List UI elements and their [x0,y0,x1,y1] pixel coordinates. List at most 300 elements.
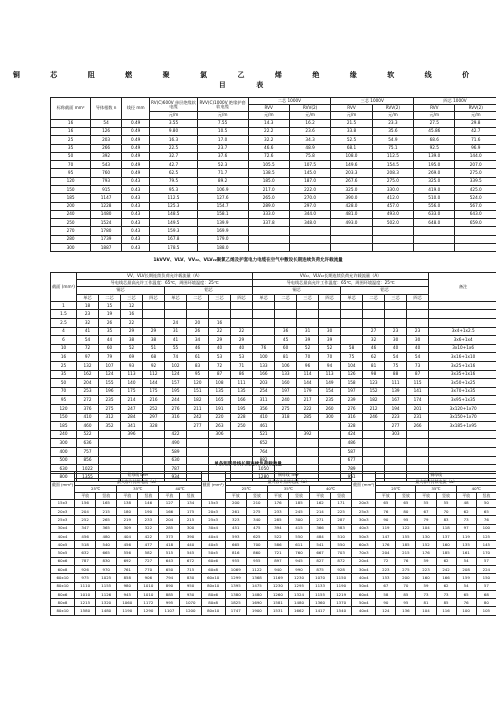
header-strands: 导体根数 n [91,98,122,120]
table-cell: 138 [117,499,138,507]
table-cell: 22 [121,319,143,328]
table-cell: 180 [117,507,138,515]
header-core-count: 二芯 [187,294,209,301]
table-cell: 715 [180,566,201,574]
table-cell: 185 [288,499,309,507]
table-cell: 975 [75,574,96,582]
table-cell: 440 [180,541,201,549]
header-copper-busbar-2: 铜母线 [376,472,496,479]
table-cell: 139.0 [414,152,455,160]
table-cell [319,447,341,456]
table-cell: 75 [341,353,363,362]
table-cell: 72 [209,361,231,370]
table-cell: 348.0 [289,219,330,227]
table-cell: 253 [77,387,99,396]
table-cell: 70 [297,353,319,362]
table-cell [455,227,496,235]
orientation-header-row [51,492,496,499]
header-rvv: RVV [248,105,289,112]
table-cell: 29.8 [455,119,496,127]
table-cell: 1475 [246,582,267,590]
table-cell: 543 [91,161,122,169]
table-cell: 69 [121,353,143,362]
table-cell: 556 [117,549,138,557]
table-cell: 79 [99,353,121,362]
table-cell: 111 [385,379,407,388]
table-cell: 212 [363,404,385,413]
table-cell: 147 [376,532,396,540]
table-cell: 73 [416,590,436,598]
table-cell: 325.0 [414,177,455,185]
table-cell: 112 [143,370,165,379]
table-cell: 23 [385,327,407,336]
table-cell: 1133 [310,582,331,590]
table-cell: 215 [96,507,117,515]
table-cell [253,301,275,310]
table-cell: 92 [143,361,165,370]
table-row [51,396,496,405]
header-core-count: 三芯 [209,294,231,301]
table-cell: 126 [91,127,122,135]
table-cell: 39 [297,336,319,345]
table-cell: 3.55 [150,119,197,127]
table-cell: 65 [376,499,396,507]
table-cell [297,301,319,310]
table-cell: 25x3 [51,516,75,524]
table-cell: 23 [407,327,429,336]
header-flat: 平放 [117,492,138,499]
table-cell: 200 [51,202,91,210]
table-cell: 51 [143,344,165,353]
table-row [51,144,496,152]
table-cell: 794 [159,574,180,582]
table-cell: 95 [187,370,209,379]
table-cell: 27.5 [414,119,455,127]
table-row [51,161,496,169]
table-cell: 55 [436,499,456,507]
header-temperature: 35℃ [117,485,159,492]
table-cell [363,310,385,319]
header-core-count: 单芯 [77,294,99,301]
table-cell [385,310,407,319]
table-cell: 333.0 [248,210,289,218]
table-cell: 1172 [138,599,159,607]
table-cell: 0.43 [121,202,149,210]
table-cell: 1370 [331,599,352,607]
table-cell: 76 [476,516,496,524]
table-cell: 3x6+1x4 [429,336,496,345]
table-cell: 68 [476,590,496,598]
header-core-count: 四芯 [143,294,165,301]
table-cell: 156 [75,499,96,507]
table-cell: 246 [363,413,385,422]
table-cell: 42.7 [455,127,496,135]
table-cell [143,439,165,448]
table-row [51,210,496,218]
table-cell [363,301,385,310]
header-aluminium: 铝芯 [165,287,253,294]
table-cell: 240 [275,396,297,405]
table-cell [319,310,341,319]
table-cell: 31 [297,327,319,336]
table-cell: 132 [77,361,99,370]
table-cell: 789 [341,465,363,474]
table-cell: 70 [396,582,416,590]
table-cell: 75.8 [289,152,330,160]
header-unit: 元/m [289,112,330,119]
table-cell: 240 [51,210,91,218]
table-cell: 970 [96,566,117,574]
table-cell: 1739 [91,235,122,243]
table-cell: 312 [99,413,121,422]
table-row [51,136,496,144]
table-cell: 122 [396,524,416,532]
table-cell: 144.0 [455,152,496,160]
table-cell [275,430,297,439]
table-cell: 493.0 [372,210,413,218]
table-cell: 201 [407,404,429,413]
table-cell: 204 [376,549,396,557]
table-cell: 0.43 [121,227,149,235]
header-core-count: 单芯 [253,294,275,301]
table-cell: 930 [180,590,201,598]
table-cell: 104 [341,361,363,370]
table-cell: 0.49 [121,161,149,169]
table-row [51,557,496,565]
table-cell: 1150 [331,574,352,582]
table-cell: 118 [436,524,456,532]
table-cell: 0.43 [121,185,149,193]
table-cell: 141 [407,387,429,396]
table-cell: 856 [77,456,99,465]
table-cell: 38 [121,336,143,345]
table-cell: 461 [253,422,275,431]
table-cell: 2.5 [51,319,77,328]
table-cell: 80x10 [51,582,75,590]
table-cell: 926 [75,566,96,574]
table-cell: 0.49 [121,169,149,177]
table-row [51,219,496,227]
table-cell: 135 [456,541,476,549]
table-cell [231,310,253,319]
table-cell [187,430,209,439]
table-cell: 1260 [267,590,288,598]
table-cell: 328 [341,422,363,431]
table-cell: 125.3 [150,202,197,210]
table-cell: 48.9 [289,144,330,152]
table-cell [143,319,165,328]
table-cell: 58 [376,590,396,598]
table-cell: 297 [143,413,165,422]
table-cell: 204 [77,379,99,388]
table-cell: 522 [267,532,288,540]
table-cell: 990 [288,566,309,574]
header-temperature: 35℃ [416,485,456,492]
table-cell: 113 [319,370,341,379]
table-cell: 764 [253,447,275,456]
table-cell: 721 [267,549,288,557]
table-cell: 1540 [331,607,352,615]
table-cell: 0.49 [121,127,149,135]
table-cell [429,310,496,319]
table-cell: 160 [416,574,436,582]
table-cell: 1581 [267,599,288,607]
table-cell: 144 [297,379,319,388]
table-cell: 787 [165,465,187,474]
table-cell: 419.0 [414,185,455,193]
table-cell: 287 [331,516,352,524]
table-cell: 79 [416,516,436,524]
table-cell: 40 [407,344,429,353]
table-cell: 136 [396,607,416,615]
table-cell: 127 [159,499,180,507]
busbar-table-body [51,499,496,615]
table-cell: 643.0 [455,210,496,218]
table-cell: 146 [138,499,159,507]
table-cell: 493.0 [331,219,372,227]
ampacity-table-body [51,301,496,481]
table-cell: 166 [159,507,180,515]
table-cell: 272 [77,396,99,405]
table-cell: 50x5 [51,549,75,557]
table-cell: 300 [51,244,91,252]
table-cell: 365 [96,524,117,532]
table-cell: 182 [363,396,385,405]
table-cell: 50 [51,152,91,160]
table-cell: 65 [396,499,416,507]
table-cell: 460 [77,422,99,431]
table-cell: 15 [99,301,121,310]
header-temperature: 25℃ [376,485,416,492]
header-flat: 平放 [416,492,436,499]
table-cell: 16 [51,353,77,362]
table-cell [187,301,209,310]
table-cell: 793 [91,177,122,185]
table-cell: 23.3 [372,119,413,127]
table-cell: 541 [310,541,331,549]
table-cell: 0.43 [121,235,149,243]
table-row [51,404,496,413]
header-flat: 平放 [310,492,331,499]
table-cell: 22.2 [248,127,289,135]
table-cell: 85 [396,590,416,598]
table-cell: 245 [288,507,309,515]
table-cell [297,422,319,431]
table-cell: 1290 [138,607,159,615]
table-cell: 57 [476,557,496,565]
table-cell [319,319,341,328]
table-cell: 1355 [77,473,99,482]
table-cell: 955 [225,557,246,565]
table-cell: 800 [51,473,77,482]
table-cell: 16 [51,119,91,127]
table-cell: 72 [376,557,396,565]
table-cell: 95.3 [150,185,197,193]
table-cell: 266 [91,144,122,152]
table-cell [99,430,121,439]
table-cell: 233 [138,516,159,524]
table-cell: 951 [341,473,363,482]
table-cell: 30 [385,336,407,345]
header-two-core: 二芯 1000V [248,98,331,105]
table-cell: 652 [253,439,275,448]
table-cell: 1010 [75,590,96,598]
header-vv-conditions: 导电线芯最高允许工作温度：65℃，周围环境温度：25℃ [77,280,253,287]
table-cell: 20x3 [201,507,225,515]
table-cell: 81 [416,599,436,607]
table-cell: 185 [436,549,456,557]
table-cell [187,310,209,319]
table-cell: 0.43 [121,177,149,185]
table-cell [407,430,429,439]
table-cell: 340 [246,516,267,524]
table-cell: 42.7 [150,161,197,169]
table-cell: 1887 [91,244,122,252]
table-cell: 162 [77,370,99,379]
table-cell: 27 [363,327,385,336]
table-row [51,194,496,202]
table-cell [231,319,253,328]
table-cell: 522 [77,430,99,439]
table-cell [231,430,253,439]
table-cell: 40x4 [352,574,376,582]
table-cell: 161 [456,549,476,557]
table-cell: 140 [121,379,143,388]
table-cell: 203.3 [331,169,372,177]
table-cell: 62 [456,507,476,515]
header-flat: 平放 [75,492,96,499]
table-cell: 80 [396,507,416,515]
table-cell: 95 [396,599,416,607]
price-table-body [51,119,496,252]
table-cell: 207.0 [455,161,496,169]
table-cell: 144 [143,379,165,388]
table-cell [429,301,496,310]
table-cell: 70x3 [352,549,376,557]
table-cell: 139.9 [197,219,248,227]
table-cell: 341 [121,422,143,431]
table-cell [143,301,165,310]
table-cell: 352 [99,422,121,431]
table-cell: 35.6 [372,127,413,135]
table-cell: 648.0 [414,219,455,227]
table-cell: 316 [341,413,363,422]
table-cell: 215 [396,549,416,557]
header-rvvp: RVV(2) [455,105,496,112]
table-cell [341,310,363,319]
table-cell: 1295 [288,582,309,590]
table-cell: 169.9 [197,227,248,235]
table-cell: 105 [476,607,496,615]
table-cell: 124 [376,607,396,615]
table-cell: 247 [121,404,143,413]
table-cell [297,319,319,328]
table-cell: 73 [407,361,429,370]
table-cell: 178.5 [150,244,197,252]
table-cell: 25x3 [201,516,225,524]
table-cell: 80x6 [201,590,225,598]
table-cell: 289.0 [248,202,289,210]
table-cell: 0.43 [121,244,149,252]
table-cell: 203 [91,136,122,144]
table-cell: 240 [51,430,77,439]
table-cell: 176 [376,541,396,549]
table-cell: 1662 [288,607,309,615]
table-cell: 955 [246,557,267,565]
table-cell: 1190 [117,607,138,615]
table-row [51,319,496,328]
table-cell: 200 [396,574,416,582]
table-cell: 316 [165,413,187,422]
table-cell: 40x4 [201,532,225,540]
table-cell: 120 [187,379,209,388]
table-cell: 325.0 [331,185,372,193]
table-cell [253,327,275,336]
table-cell: 271 [310,516,331,524]
table-cell: 1.5 [51,310,77,319]
table-cell: 133 [275,370,297,379]
table-cell: 477 [138,541,159,549]
document-title: 铜 芯 阻 燃 聚 氯 乙 烯 绝 缘 软 线 价 目 表 [12,70,484,89]
table-cell: 119 [376,524,396,532]
table-cell [363,439,385,448]
header-flat: 平放 [159,492,180,499]
table-row [51,301,496,310]
header-aluminium: 铝芯 [341,287,429,294]
table-cell: 40x5 [201,541,225,549]
table-cell: 242 [187,413,209,422]
table-cell: 62 [363,353,385,362]
table-row [51,310,496,319]
header-aluminium-busbar: 铝母线 LMY [75,472,202,479]
table-cell: 1395 [225,582,246,590]
table-cell [319,422,341,431]
table-cell: 92.5 [414,144,455,152]
table-cell: 30x3 [352,516,376,524]
table-cell: 1050 [253,465,275,474]
table-cell: 108.0 [331,152,372,160]
table-cell [248,227,289,235]
table-cell: 945 [117,590,138,598]
table-cell: 550 [331,541,352,549]
table-cell: 67 [416,507,436,515]
table-cell: 510 [331,532,352,540]
table-cell: 275.0 [372,177,413,185]
table-cell [385,319,407,328]
header-area: 标称截面 mm² [51,98,91,120]
header-rvv: RVV [414,105,455,112]
table-cell: 285 [159,524,180,532]
table-cell: 394 [267,524,288,532]
table-cell: 1060 [117,599,138,607]
table-cell: 83 [187,361,209,370]
header-vertical: 竖放 [138,492,159,499]
table-cell [414,227,455,235]
table-cell: 50x5 [201,549,225,557]
table-cell [275,319,297,328]
table-cell [363,319,385,328]
table-cell: 636 [77,439,99,448]
table-cell [289,244,330,252]
table-cell: 30x4 [352,566,376,574]
table-cell: 1219 [331,590,352,598]
table-cell: 300 [180,524,201,532]
table-cell: 149.5 [150,219,197,227]
table-cell: 410 [77,413,99,422]
table-cell: 23.7 [197,144,248,152]
table-cell: 30x4 [201,524,225,532]
header-vv-group: VV、VLV长期连续负荷允许载流量（A） [77,273,253,280]
